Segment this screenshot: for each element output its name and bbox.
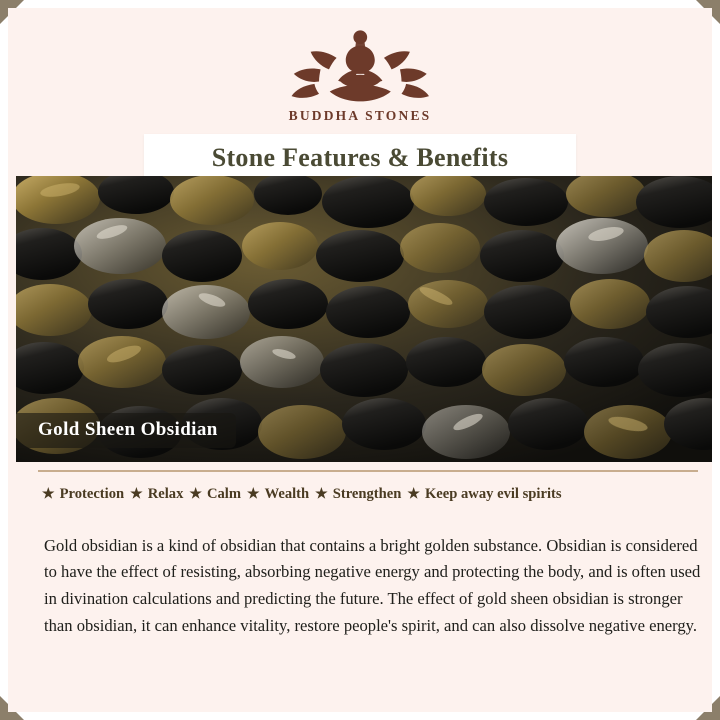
benefit-label: Wealth [264,486,310,502]
brand-name: BUDDHA STONES [288,108,432,123]
benefit-item [407,486,567,503]
description-text: Gold obsidian is a kind of obsidian that contains a bright golden substance. Obsidian is considered to have the effect of resisting, absorbing negative energy and protecting the body, and is often used in divination calculations and predicting the future. The effect of gold sheen obsidian is stronger than obsidian, it can enhance vitality, restore people's spirit, and can also dissolve negative energy. [44,535,701,636]
benefit-label: Relax [147,486,184,502]
page-title: Stone Features & Benefits [211,143,509,172]
star-icon: ★ [315,487,328,502]
star-icon: ★ [130,487,143,502]
stone-photo [16,176,712,462]
benefit-label: Protection [59,486,125,502]
lotus-meditation-icon [261,22,460,106]
stone-name-caption: Gold Sheen Obsidian [38,419,218,440]
star-icon: ★ [407,487,420,502]
benefit-item [247,486,315,503]
benefit-item [42,486,130,503]
title-bar [144,134,576,182]
divider [38,470,698,472]
benefits-list [42,486,706,503]
star-icon: ★ [247,487,260,502]
brand-logo-block [8,22,712,124]
benefit-item [315,486,407,503]
benefit-label: Calm [206,486,241,502]
benefit-item [130,486,189,503]
benefit-label: Strengthen [332,486,402,502]
poster-inner [8,8,712,712]
star-icon: ★ [189,487,202,502]
benefit-label: Keep away evil spirits [424,486,562,502]
description-area [16,462,712,712]
photo-caption-bar [16,413,236,448]
benefit-item [189,486,247,503]
star-icon: ★ [42,487,55,502]
